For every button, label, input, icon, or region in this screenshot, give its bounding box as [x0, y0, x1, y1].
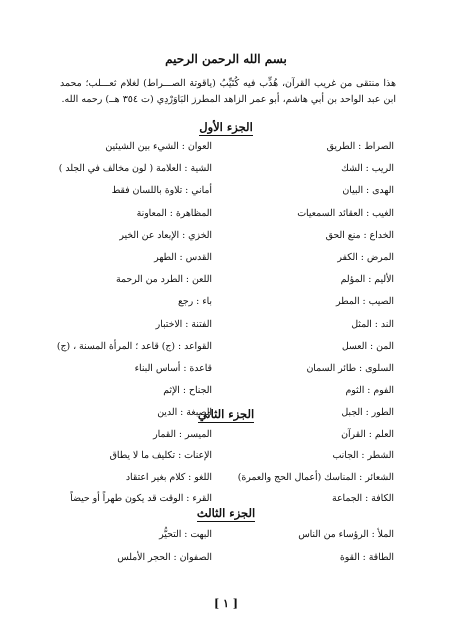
definition-left: اللعن : الطرد من الرحمة	[115, 274, 212, 286]
definition-left: البهت : التحيُّر	[159, 529, 212, 540]
definition-left: الخزي : الإبعاد عن الخير	[119, 229, 212, 241]
definition-left: الصفوان : الحجر الأملس	[117, 551, 212, 563]
definition-left: أماني : تلاوة باللسان فقط	[111, 185, 212, 197]
definition-right: الملأ : الرؤساء من الناس	[298, 529, 394, 540]
definition-left: اللغو : كلام بغير اعتقاد	[125, 471, 212, 483]
definition-row	[60, 207, 394, 221]
definition-row	[60, 295, 394, 309]
page-number: [ ١ ]	[213, 597, 238, 610]
definition-right: الأليم : المؤلم	[340, 274, 394, 286]
definition-row	[60, 273, 394, 287]
section-title	[0, 407, 452, 421]
definition-left: باء : رجع	[177, 296, 212, 308]
definition-left: الإعنات : تكليف ما لا يطاق	[109, 450, 212, 462]
definition-right: الخداع : منع الحق	[325, 229, 394, 241]
definition-row	[60, 318, 394, 332]
section-title-text: الجزء الأول	[199, 120, 253, 134]
definition-row	[60, 428, 394, 442]
definition-left: الميسر : القمار	[153, 429, 212, 440]
definition-row	[60, 184, 394, 198]
definition-right: الشطر : الجانب	[332, 450, 394, 462]
definition-right: المرض : الكفر	[337, 252, 394, 263]
definition-right: الشعائر : المناسك (أعمال الحج والعمرة)	[237, 471, 394, 483]
definition-right: الكافة : الجماعة	[331, 492, 394, 504]
definition-left: القدس : الطهر	[154, 252, 212, 263]
definition-left: العوان : الشيء بين الشيئين	[105, 141, 212, 152]
definition-left: القواعد : (ج) قاعد ؛ المرأة المسنة ، (ج)	[56, 340, 212, 352]
basmala-heading: بسم الله الرحمن الرحيم	[165, 52, 287, 66]
definition-row	[60, 551, 394, 565]
definition-right: الغيب : العقائد السمعيات	[297, 207, 394, 219]
definition-right: الطاقة : القوة	[339, 551, 394, 563]
definition-right: الريب : الشك	[341, 163, 394, 175]
definition-row	[60, 449, 394, 463]
definition-row	[56, 340, 394, 354]
definition-left: الشية : العلامة ( لون مخالف في الجلد )	[58, 163, 212, 175]
definition-row	[60, 251, 394, 265]
definition-row	[60, 162, 394, 176]
section-title	[0, 120, 452, 134]
definition-right: العلم : القرآن	[341, 429, 394, 440]
definition-left: المظاهرة : المعاونة	[136, 207, 212, 219]
definition-left: الفتنة : الاختبار	[155, 318, 212, 330]
section-title-text: الجزء الثالث	[196, 506, 256, 520]
definition-row	[60, 492, 394, 506]
definition-right: الفوم : الثوم	[345, 385, 394, 397]
intro-paragraph: هذا منتقى من غريب القرآن، هُذِّب فيه كُتَيِّبُ (ياقوتة الصـــراط) لغلام ثعـــلب؛ محمد ابن عبد الواحد بن أبي هاشم، أبو عمر الزاهد المطرز البَاوَرْدِي (ت ٣٥٤ هــ) رحمه الله.	[60, 78, 396, 105]
definition-right: الصراط : الطريق	[326, 141, 394, 152]
definition-right: السلوى : طائر السمان	[306, 363, 394, 374]
definition-left: الصبغة : الدين	[157, 407, 212, 419]
definition-row	[60, 471, 394, 485]
definition-left: الجناح : الإثم	[163, 385, 212, 397]
definition-row	[60, 229, 394, 243]
definition-row	[60, 362, 394, 376]
definition-row	[60, 528, 394, 542]
definition-left: قاعدة : أساس البناء	[134, 363, 212, 374]
definition-right: الصيب : المطر	[335, 296, 394, 308]
definition-right: الطور : الجبل	[341, 407, 394, 419]
definition-row	[60, 384, 394, 398]
definition-right: المن : العسل	[341, 340, 394, 352]
section-title-text: الجزء الثاني	[197, 407, 255, 421]
definition-right: الهدى : البيان	[342, 185, 394, 197]
section-title	[0, 506, 452, 520]
definition-row	[60, 140, 394, 154]
definition-left: القرء : الوقت قد يكون طهراً أو حيضاً	[70, 492, 212, 504]
definition-right: الند : المثل	[351, 318, 394, 330]
